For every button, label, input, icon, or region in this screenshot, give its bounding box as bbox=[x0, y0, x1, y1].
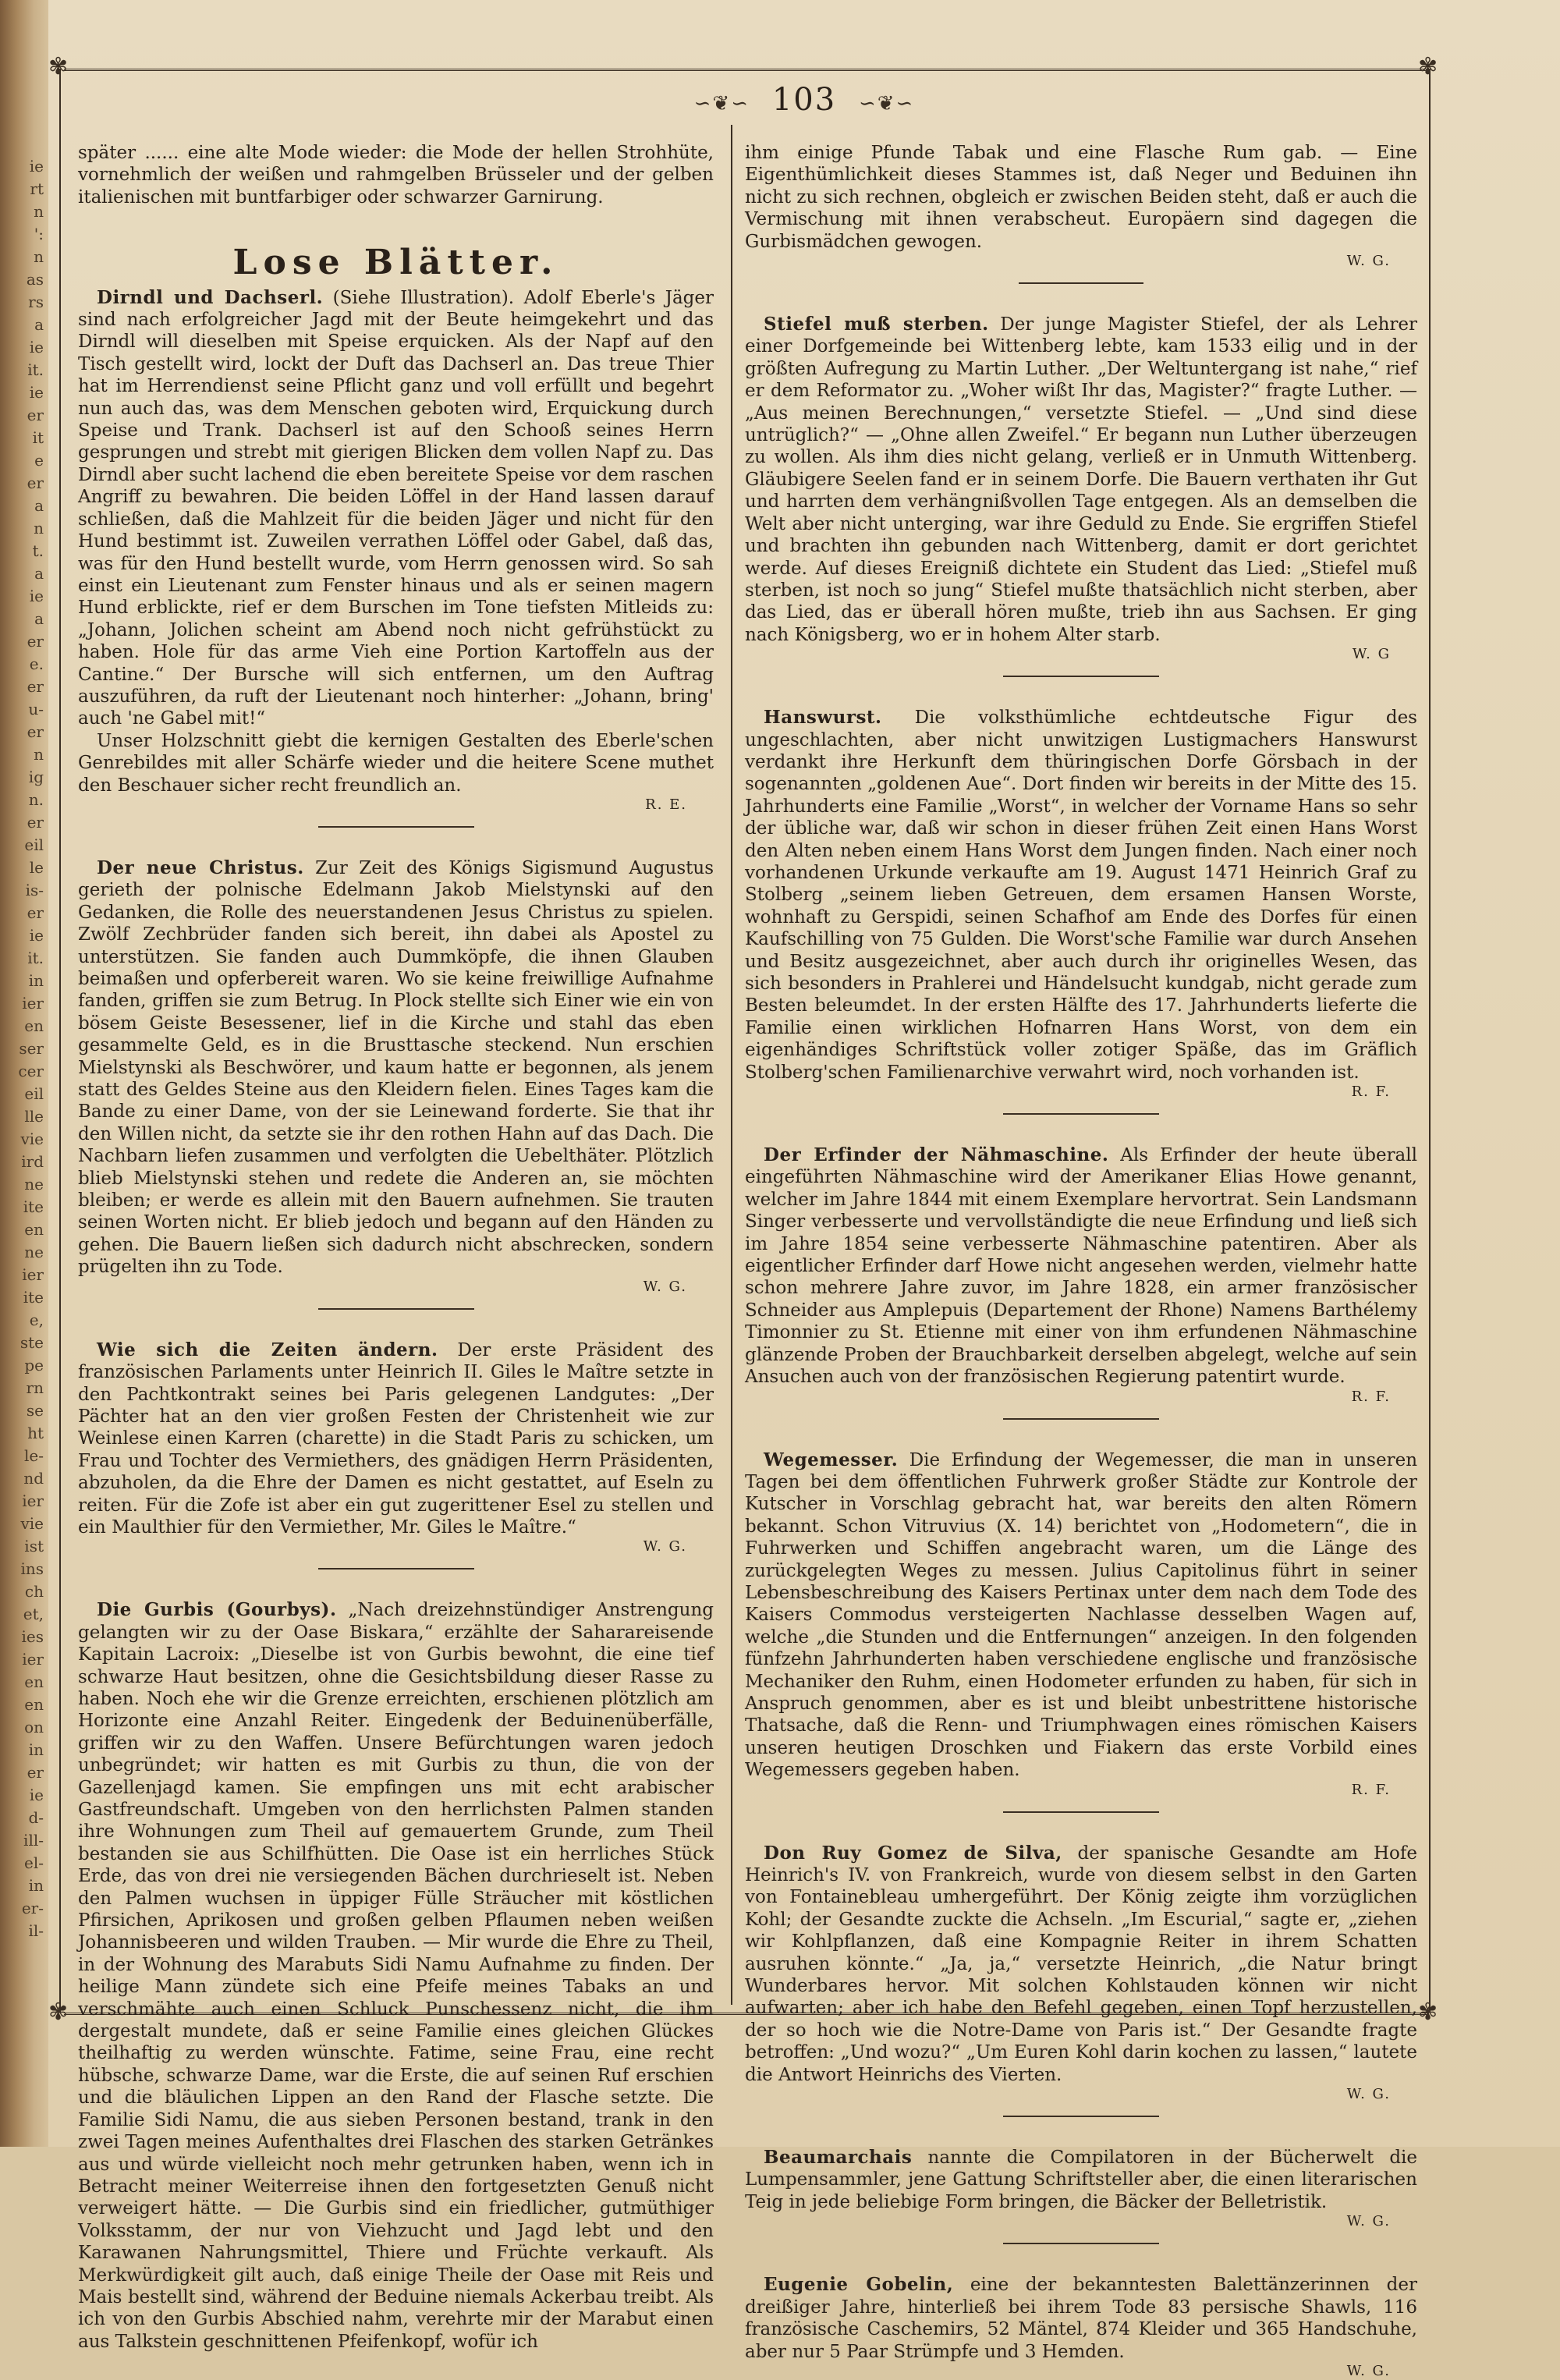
binding-fragment: en bbox=[24, 1672, 44, 1691]
binding-fragment: ser bbox=[19, 1039, 44, 1058]
binding-fragment: lle bbox=[24, 1107, 44, 1126]
binding-fragment: ie bbox=[29, 157, 44, 176]
binding-fragment: ste bbox=[20, 1333, 44, 1352]
binding-fragment: ie bbox=[29, 1786, 44, 1804]
binding-fragment: vie bbox=[20, 1130, 44, 1148]
binding-fragment: ill- bbox=[23, 1831, 44, 1850]
binding-fragment: n. bbox=[28, 790, 44, 809]
article-separator bbox=[1003, 2116, 1159, 2117]
article-body: Als Erfinder der heute überall eingeführten Nähmaschine wird der Amerikaner Elias Howe genannt, welcher im Jahre 1844 mit einem Exemplare hervortrat. Sein Landsmann Singer verbesserte und vervollständigte die neue Erfindung und ließ sich im Jahre 1854 seine verbesserte Nähmaschine patentiren. Aber als eigentlicher Erfinder darf Howe nicht angesehen werden, vielmehr hatte schon mehrere Jahre zuvor, im Jahre 1828, ein armer französischer Schneider aus Amplepuis (Departement der Rhone) Namens Barthélemy Timonnier zu St. Etienne mit einer von ihm erfundenen Nähmaschine glänzende Proben der Brauchbarkeit derselben abgelegt, welche auf sein Ansuchen auch von der französischen Regierung patentirt wurde. bbox=[745, 1145, 1417, 1388]
article-body: „Nach dreizehnstündiger Anstrengung gelangten wir zu der Oase Biskara,“ erzählte der Saharareisende Kapitain Lacroix: „Dieselbe ist von Gurbis bewohnt, die eine tief schwarze Haut besitzen, ohne die Gesichtsbildung dieser Rasse zu haben. Noch ehe wir die Grenze erreichten, erschienen plötzlich am Horizonte eine Anzahl Reiter. Eingedenk der Beduinenüberfälle, griffen wir zu den Waffen. Unsere Befürchtungen waren jedoch unbegründet; wir hatten es mit Gurbis zu thun, die von der Gazellenjagd kamen. Sie empfingen uns mit echt arabischer Gastfreundschaft. Umgeben von den herrlichsten Palmen standen ihre Wohnungen zum Theil auf gemauertem Grunde, zum Theil bestanden sie aus Schilfhütten. Die Oase ist ein herrliches Stück Erde, das von drei nie versiegenden Bächen durchrieselt ist. Neben den Palmen wuchsen in üppiger Fülle Sträucher mit köstlichen Pfirsichen, Aprikosen und großen gelben Pflaumen neben weißen Johannisbeeren und wilden Trauben. — Mir wurde die Ehre zu Theil, in der Wohnung des Marabuts Sidi Namu Aufnahme zu finden. Der heilige Mann zündete sich eine Pfeife meines Tabaks an und verschmähte auch einen Schluck Punschessenz nicht, die ihm dergestalt mundete, daß er seine Familie eines gleichen Glückes theilhaftig zu werden wünschte. Fatime, seine Frau, eine recht hübsche, schwarze Dame, war die Erste, die auf seinen Ruf erschien und die bläulichen Lippen an den Rand der Flasche setzte. Die Familie Sidi Namu, die aus sieben Personen bestand, trank in den zwei Tagen meines Aufenthaltes drei Flaschen des starken Getränkes aus und würde vielleicht noch mehr getrunken haben, wenn ich in Betracht meiner Weiterreise ihnen den fortgesetzten Genuß nicht verweigert hätte. — Die Gurbis sind ein friedlicher, gutmüthiger Volksstamm, der nur von Viehzucht und Jagd lebt und den Karawanen Nahrungsmittel, Thiere und Früchte verkauft. Als Merkwürdigkeit gilt auch, daß einige Theile der Oase mit Reis und Mais bestellt sind, während der Beduine niemals Ackerbau treibt. Als ich von den Gurbis Abschied nahm, verehrte mir der Marabut einen aus Talkstein geschnittenen Pfeifenkopf, wofür ich bbox=[78, 1600, 714, 2352]
binding-fragment: a bbox=[34, 564, 44, 583]
article-signature: R. F. bbox=[1351, 1388, 1391, 1405]
header-ornament-icon: ∽❦∽ bbox=[693, 92, 750, 115]
article-signature: W. G. bbox=[1346, 253, 1391, 270]
binding-fragment: ie bbox=[29, 587, 44, 605]
article-wegemesser bbox=[745, 1449, 1417, 1799]
article-separator bbox=[1003, 2243, 1159, 2244]
binding-fragment: vie bbox=[20, 1514, 44, 1533]
binding-fragment: er bbox=[27, 677, 44, 696]
article-title: Der neue Christus. bbox=[97, 857, 304, 878]
binding-fragment: u- bbox=[28, 700, 44, 718]
binding-fragment: ne bbox=[24, 1243, 44, 1261]
article-signature: R. F. bbox=[1351, 1084, 1391, 1101]
article-signature: W. G. bbox=[1346, 2213, 1391, 2230]
article-gobelin bbox=[745, 2274, 1417, 2380]
binding-fragment: en bbox=[24, 1220, 44, 1239]
article-body: Der erste Präsident des französischen Parlaments unter Heinrich II. Giles le Maître setzte in den Pachtkontrakt seines bei Paris gelegenen Landgutes: „Der Pächter hat an den vier großen Festen der Christenheit wie zur Weinlese einen Karren (charette) in die Stadt Paris zu schicken, um Frau und Tochter des Vermiethers, des gnädigen Herrn Präsidenten, abzuholen, da die Ehre der Damen es nicht gestattet, auf Eseln zu reiten. Für die Zofe ist aber ein gut zugerittener Esel zu stellen und ein Maulthier für den Vermiether, Mr. Giles le Maître.“ bbox=[78, 1339, 714, 1538]
binding-fragment: in bbox=[28, 1876, 44, 1895]
article-gomez-de-silva bbox=[745, 1843, 1417, 2103]
binding-fragment: le bbox=[29, 858, 44, 877]
corner-ornament-icon: ✾ bbox=[48, 1999, 69, 2026]
corner-ornament-icon: ✾ bbox=[48, 53, 69, 80]
article-signature: W. G. bbox=[1346, 2086, 1391, 2103]
binding-fragment: d- bbox=[28, 1808, 44, 1827]
article-title: Wie sich die Zeiten ändern. bbox=[97, 1339, 438, 1360]
binding-fragment: se bbox=[26, 1401, 44, 1420]
binding-fragment: ier bbox=[22, 1650, 44, 1669]
binding-fragment: n bbox=[34, 247, 44, 266]
frame-right-rule bbox=[1429, 69, 1431, 2013]
article-title: Wegemesser. bbox=[764, 1449, 899, 1470]
continuation-text: ihm einige Pfunde Tabak und eine Flasche Rum gab. — Eine Eigenthümlichkeit dieses Stammes ist, daß Neger und Beduinen ihn nicht zu sich rechnen, obgleich er zwischen Beiden steht, daß er auch die Vermischung mit ihnen verabscheut. Europäern sind dagegen die Gurbismädchen gewogen. bbox=[745, 143, 1417, 252]
article-body: (Siehe Illustration). Adolf Eberle's Jäger sind nach erfolgreicher Jagd mit der Beute heimgekehrt und das Dirndl will dieselben mit Speise erquicken. Als der Napf auf den Tisch gestellt wird, lockt der Duft das Dachserl an. Das treue Thier hat im Herrendienst seine Pflicht ganz und voll erfüllt und begehrt nun auch das, was dem Menschen geboten wird, Erquickung durch Speise und Trank. Dachserl ist auf den Schooß seines Herrn gesprungen und strebt mit gierigen Blicken dem vollen Napf zu. Das Dirndl aber sucht lachend die eben bereitete Speise vor dem raschen Angriff zu bewahren. Die beiden Löffel in der Hand lassen darauf schließen, daß die Mahlzeit für die beiden Jäger und nicht für den Hund bestimmt ist. Zuweilen verrathen Löffel oder Gabel, daß das, was für den Hund bestellt wurde, vom Herrn genossen wird. So sah einst ein Lieutenant zum Fenster hinaus und als er seinen magern Hund erblickte, rief er dem Burschen im Tone tiefsten Mitleids zu: „Johann, Jolichen scheint am Abend noch nicht gefrühstückt zu haben. Hole für das arme Vieh eine Portion Kartoffeln aus der Cantine.“ Der Bursche will sich entfernen, um den Auftrag auszuführen, da ruft der Lieutenant noch hinterher: „Johann, bring' auch 'ne Gabel mit!“ bbox=[78, 287, 714, 729]
binding-fragment: ig bbox=[28, 768, 44, 786]
article-signature: W. G bbox=[1352, 646, 1391, 663]
book-binding bbox=[0, 0, 48, 2147]
binding-fragment: er bbox=[27, 406, 44, 424]
binding-fragment: er bbox=[27, 1763, 44, 1782]
corner-ornament-icon: ✾ bbox=[1418, 1999, 1438, 2026]
binding-fragment: ie bbox=[29, 383, 44, 402]
binding-fragment: er bbox=[27, 722, 44, 741]
page-number: 103 bbox=[771, 82, 837, 118]
binding-fragment: ht bbox=[27, 1424, 44, 1442]
article-zeiten-aendern bbox=[78, 1339, 714, 1556]
article-title: Don Ruy Gomez de Silva, bbox=[764, 1842, 1062, 1864]
article-body: Die volksthümliche echtdeutsche Figur des ungeschlachten, aber nicht unwitzigen Lustigmachers Hanswurst verdankt ihre Herkunft dem thüringischen Dorfe Görsbach in der sogenannten „goldenen Aue“. Dort finden wir bereits in der Mitte des 15. Jahrhunderts eine Familie „Worst“, in welcher der Vorname Hans so sehr der übliche war, daß wir schon in dieser frühen Zeit einen Hans Worst den Alten neben einem Hans Worst dem Jungen finden. Nach einer noch vorhandenen Urkunde verkaufte am 19. August 1471 Heinrich Graf zu Stolberg „seinem lieben Getreuen, dem ersamen Hansen Worste, wohnhaft zu Gerspidi, seinen Schafhof am Ende des Dorfes für einen Kaufschilling von 75 Gulden. Die Worst'sche Familie war durch Ansehen und Besitz ausgezeichnet, aber auch durch ihr originelles Wesen, das sich besonders in Prahlerei und Händelsucht kundgab, nicht gerade zum Besten beleumdet. In der ersten Hälfte des 17. Jahrhunderts lieferte die Familie einen wirklichen Hofnarren Hans Worst, von dem ein eigenhändiges Schriftstück voller zotiger Späße, das im Gräflich Stolberg'schen Familienarchive verwahrt wird, noch vorhanden ist. bbox=[745, 708, 1417, 1083]
binding-fragment: eil bbox=[24, 1084, 44, 1103]
article-separator bbox=[1003, 1113, 1159, 1115]
binding-fragment: is- bbox=[25, 881, 44, 899]
binding-fragment: le- bbox=[24, 1446, 44, 1465]
article-separator bbox=[1003, 1418, 1159, 1420]
article-separator bbox=[318, 826, 474, 828]
article-neue-christus bbox=[78, 857, 714, 1296]
binding-fragment: e bbox=[34, 451, 44, 470]
binding-fragment: er bbox=[27, 632, 44, 651]
article-separator bbox=[1019, 282, 1143, 284]
binding-fragment: it. bbox=[27, 949, 44, 967]
intro-text: später ...... eine alte Mode wieder: die Mode der hellen Strohhüte, vornehmlich der weißen und rahmgelben Brüsseler und der gelben italienischen mit buntfarbiger oder schwarzer Garnirung. bbox=[78, 143, 714, 207]
binding-fragment: n bbox=[34, 745, 44, 764]
article-body: eine der bekanntesten Balettänzerinnen der dreißiger Jahre, hinterließ bei ihrem Tode 83 persische Shawls, 116 französische Caschemirs, 52 Mäntel, 874 Kleider und 365 Handschuhe, aber nur 5 Paar Strümpfe und 3 Hemden. bbox=[745, 2275, 1417, 2362]
article-title: Die Gurbis (Gourbys). bbox=[97, 1599, 337, 1621]
article-separator bbox=[318, 1568, 474, 1570]
article-signature: R. E. bbox=[645, 796, 687, 813]
binding-fragment: on bbox=[24, 1718, 44, 1736]
binding-fragment: it. bbox=[27, 360, 44, 379]
binding-fragment: a bbox=[34, 496, 44, 515]
binding-fragment: er- bbox=[21, 1899, 44, 1917]
binding-fragment: rn bbox=[26, 1378, 44, 1397]
article-body: der spanische Gesandte am Hofe Heinrich's IV. von Frankreich, wurde von diesem selbst in den Garten von Fontainebleau umhergeführt. Der König zeigte ihm vorzüglichen Kohl; der Gesandte zuckte die Achseln. „Im Escurial,“ sagte er, „ziehen wir Kohlpflanzen, daß eine Kompagnie Reiter in ihrem Schatten ausruhen könnte.“ „Ja, ja,“ versetzte Heinrich, „die Natur bringt Wunderbares hervor. Mit solchen Kohlstauden können wir nicht aufwarten; aber ich habe den Befehl gegeben, einen Topf herzustellen, der so hoch wie die Notre-Dame von Paris ist.“ Der Gesandte fragte betroffen: „Und wozu?“ „Um Euren Kohl darin kochen zu lassen,“ lautete die Antwort Heinrichs des Vierten. bbox=[745, 1843, 1418, 2085]
binding-fragment: n bbox=[34, 202, 44, 221]
binding-fragment: en bbox=[24, 1695, 44, 1714]
article-beaumarchais bbox=[745, 2147, 1417, 2230]
binding-fragment: in bbox=[28, 1740, 44, 1759]
article-signature: W. G. bbox=[643, 1538, 687, 1555]
header-ornament-icon: ∽❦∽ bbox=[858, 92, 915, 115]
binding-fragment: rt bbox=[30, 179, 44, 198]
article-gurbis bbox=[78, 1599, 714, 2353]
article-hanswurst bbox=[745, 707, 1417, 1101]
binding-fragment: ch bbox=[24, 1582, 44, 1601]
article-title: Stiefel muß sterben. bbox=[764, 314, 989, 335]
binding-fragment: ist bbox=[24, 1537, 44, 1555]
article-body: Zur Zeit des Königs Sigismund Augustus gerieth der polnische Edelmann Jakob Mielstynski auf den Gedanken, die Rolle des neuerstandenen Jesus Christus zu spielen. Zwölf Zechbrüder fanden sich bereit, ihn dabei als Apostel zu unterstützen. Sie fanden auch Dummköpfe, die ihnen Glauben beimaßen und opferbereit waren. Wo sie keine freiwillige Aufnahme fanden, griffen sie zum Betrug. In Plock stellte sich Einer wie ein von bösem Geiste Besessener, lief in die Kirche und stahl das eben gesammelte Geld, es in die Brusttasche steckend. Nun erschien Mielstynski als Beschwörer, und kaum hatte er begonnen, als jenem statt des Geldes Steine aus den Kleidern fielen. Eines Tages kam die Bande zu einer Dame, von der sie Leinewand forderte. Sie that ihr den Willen nicht, da setzte sie ihr den rothen Hahn auf das Dach. Die Nachbarn liefen zusammen und verfolgten die Uebelthäter. Plötzlich blieb Mielstynski stehen und redete die Anderen an, sie möchten bleiben; er werde es allein mit den Bauern aufnehmen. Sie trauten seinen Worten nicht. Er blieb jedoch und begann auf den Händen zu gehen. Die Bauern ließen sich dadurch nicht abschrecken, sondern prügelten ihn zu Tode. bbox=[78, 857, 714, 1278]
binding-fragment: e, bbox=[29, 1311, 44, 1329]
binding-fragment: n bbox=[34, 519, 44, 537]
binding-fragment: ie bbox=[29, 338, 44, 356]
article-title: Eugenie Gobelin, bbox=[764, 2274, 954, 2296]
article-body: Die Erfindung der Wegemesser, die man in unseren Tagen bei dem öffentlichen Fuhrwerk großer Städte zur Kontrole der Kutscher in Vorschlag gebracht hat, war bereits den alten Römern bekannt. Schon Vitruvius (X. 14) berichtet von „Hodometern“, die in Fuhrwerken und Schiffen angebracht waren, um die Länge des zurückgelegten Weges zu messen. Julius Capitolinus führt in seiner Lebensbeschreibung des Kaisers Pertinax unter dem nach dem Tode des Kaisers Commodus versteigerten Nachlasse desselben Wagen auf, welche „die Stunden und die Entfernungen“ anzeigen. In den folgenden fünfzehn Jahrhunderten haben verschiedene englische und französische Mechaniker den Ruhm, einen Hodometer erfunden zu haben, für sich in Anspruch genommen, aber es ist und bleibt unbestrittene historische Thatsache, daß die Renn- und Triumphwagen eines römischen Kaisers unseren heutigen Droschken und Fiakern das erste Vorbild eines Wegemessers gegeben haben. bbox=[745, 1449, 1418, 1781]
article-separator bbox=[1003, 676, 1159, 677]
newspaper-page bbox=[48, 0, 1560, 2379]
article-dirndl bbox=[78, 287, 714, 814]
binding-fragment: a bbox=[34, 609, 44, 628]
page-header bbox=[48, 82, 1560, 118]
binding-fragment: et, bbox=[23, 1605, 44, 1623]
binding-fragment: er bbox=[27, 813, 44, 832]
frame-top-rule bbox=[64, 69, 1429, 71]
binding-fragment: en bbox=[24, 1016, 44, 1035]
binding-fragment: er bbox=[27, 474, 44, 492]
binding-fragment: nd bbox=[23, 1469, 44, 1488]
article-title: Beaumarchais bbox=[764, 2147, 913, 2169]
article-separator bbox=[1003, 1811, 1159, 1813]
binding-fragment: a bbox=[34, 315, 44, 334]
binding-fragment: ier bbox=[22, 1265, 44, 1284]
binding-fragment: e. bbox=[29, 654, 44, 673]
article-separator bbox=[318, 1308, 474, 1310]
binding-fragment: er bbox=[27, 903, 44, 922]
article-stiefel bbox=[745, 314, 1417, 663]
binding-fragment: ne bbox=[24, 1175, 44, 1194]
binding-fragment: ie bbox=[29, 926, 44, 945]
column-divider bbox=[731, 125, 732, 2005]
binding-fragment: cer bbox=[18, 1062, 44, 1080]
binding-fragment: pe bbox=[24, 1356, 44, 1374]
left-column bbox=[78, 142, 714, 2353]
frame-left-rule bbox=[59, 69, 61, 2013]
article-title: Dirndl und Dachserl. bbox=[97, 286, 324, 308]
right-column bbox=[745, 142, 1417, 2380]
article-title: Der Erfinder der Nähmaschine. bbox=[764, 1144, 1109, 1166]
article-body: nannte die Compilatoren in der Bücherwelt die Lumpensammler, jene Gattung Schriftsteller aber, die einen literarischen Teig in jede beliebige Form bringen, die Bäcker der Belletristik. bbox=[745, 2148, 1418, 2212]
binding-fragment: ird bbox=[21, 1152, 44, 1171]
binding-fragment: as bbox=[26, 270, 44, 289]
article-naehmaschine bbox=[745, 1144, 1417, 1405]
binding-fragment: il- bbox=[28, 1921, 44, 1940]
binding-fragment: ins bbox=[20, 1559, 44, 1578]
binding-fragment: eil bbox=[24, 835, 44, 854]
section-title: Lose Blätter. bbox=[232, 243, 559, 283]
binding-fragment: ier bbox=[22, 1491, 44, 1510]
article-body: Unser Holzschnitt giebt die kernigen Gestalten des Eberle'schen Genrebildes mit aller Schärfe wieder und die heitere Scene muthet den Beschauer sicher recht freundlich an. bbox=[78, 730, 714, 796]
binding-fragment: ies bbox=[21, 1627, 44, 1646]
article-signature: W. G. bbox=[1346, 2362, 1391, 2379]
corner-ornament-icon: ✾ bbox=[1418, 53, 1438, 80]
article-body: Der junge Magister Stiefel, der als Lehrer einer Dorfgemeinde bei Wittenberg lebte, kam 1533 eilig und in der größten Aufregung zu Martin Luther. „Der Weltuntergang ist nahe,“ rief er dem Reformator zu. „Woher wißt Ihr das, Magister?“ fragte Luther. — „Aus meinen Berechnungen,“ versetzte Stiefel. — „Und sind diese untrüglich?“ — „Ohne allen Zweifel.“ Er begann nun Luther überzeugen zu wollen. Als ihm dies nicht gelang, verließ er in Unmuth Wittenberg. Gläubigere Seelen fand er in seinem Dorfe. Die Bauern verthaten ihr Gut und harrten dem verhängnißvollen Tage entgegen. Als an demselben die Welt aber nicht unterging, war ihre Geduld zu Ende. Sie ergriffen Stiefel und brachten ihn gebunden nach Wittenberg, damit er dort gerichtet werde. Auf dieses Ereigniß dichtete ein Student das Lied: „Stiefel muß sterben, ist noch so jung“ Stiefel mußte thatsächlich nicht sterben, aber das Lied, das er überall hören mußte, trieb ihn aus Sachsen. Er ging nach Königsberg, wo er in hohem Alter starb. bbox=[745, 314, 1417, 645]
binding-fragment: it bbox=[32, 428, 44, 447]
article-signature: R. F. bbox=[1351, 1781, 1391, 1798]
binding-fragment: t. bbox=[32, 541, 44, 560]
binding-fragment: ier bbox=[22, 994, 44, 1013]
binding-fragment: ite bbox=[23, 1197, 44, 1216]
binding-fragment: el- bbox=[24, 1853, 44, 1872]
binding-fragment: ite bbox=[23, 1288, 44, 1307]
article-signature: W. G. bbox=[643, 1278, 687, 1295]
binding-fragment: in bbox=[28, 971, 44, 990]
article-title: Hanswurst. bbox=[764, 707, 882, 729]
binding-fragment: ': bbox=[34, 225, 44, 243]
binding-fragment: rs bbox=[28, 293, 44, 311]
